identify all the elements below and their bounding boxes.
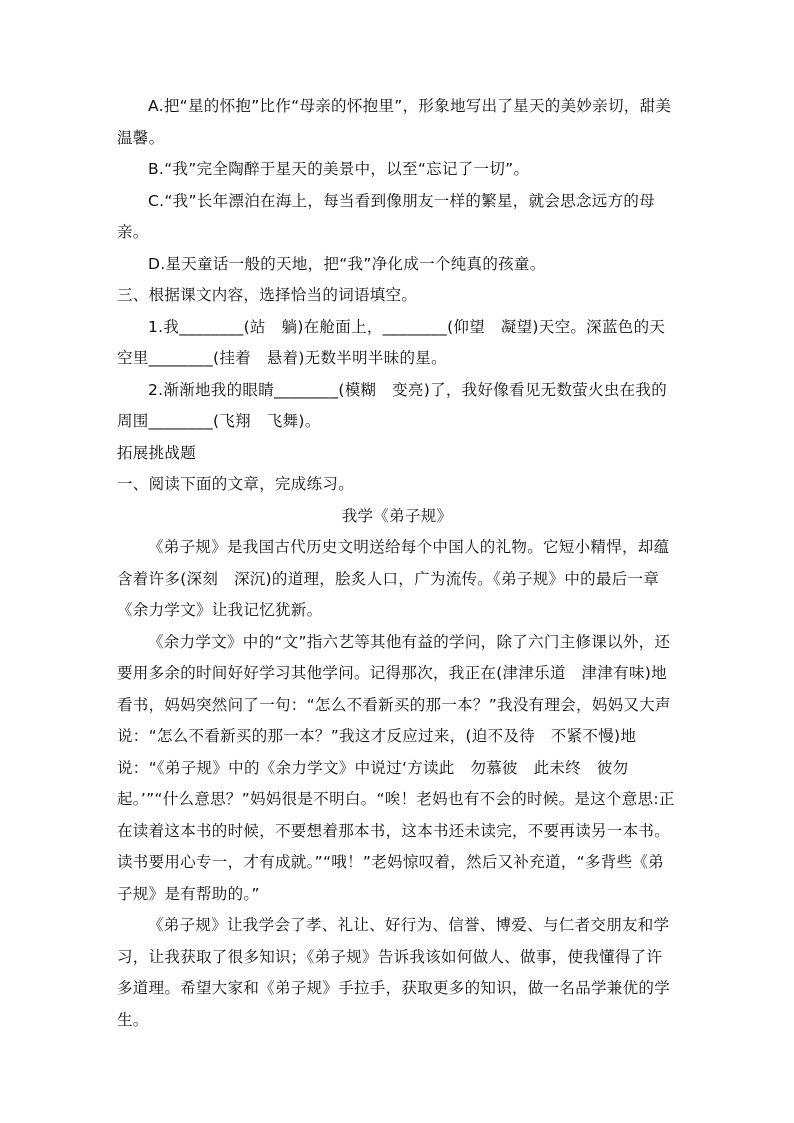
reading-instruction: 一、阅读下面的文章，完成练习。 <box>117 475 355 493</box>
article-title: 我学《弟子规》 <box>341 506 453 525</box>
challenge-heading: 拓展挑战题 <box>117 443 197 462</box>
article-paragraph-2: 《余力学文》中的“文”指六艺等其他有益的学问，除了六门主修课以外，还要用多余的时间好好学习其他学问。记得那次，我正在(津津乐道 津津有味)地看书，妈妈突然问了一句：“怎么不看新买的那一本？”我没有理会，妈妈又大声说：“怎么不看新买的那一本？”我这才反应过来，(迫不及待 不紧不慢)地说：“《弟子规》中的《余力学文》中说过‘方读此 勿慕彼 此未终 彼勿起。’”“什么意思？”妈妈很是不明白。“唉！老妈也有不会的时候。是这个意思:正在读着这本书的时候，不要想着那本书，这本书还未读完，不要再读另一本书。读书要用心专一，才有成就。”“哦！”老妈惊叹着，然后又补充道，“多背些《弟子规》是有帮助的。” <box>117 632 675 903</box>
option-a: A.把“星的怀抱”比作“母亲的怀抱里”，形象地写出了星天的美妙亲切，甜美温馨。 <box>117 97 672 147</box>
article-paragraph-1: 《弟子规》是我国古代历史文明送给每个中国人的礼物。它短小精悍，却蕴含着许多(深刻 深沉)的道理，脍炙人口，广为流传。《弟子规》中的最后一章《余力学文》让我记忆犹新。 <box>117 538 670 619</box>
fill-question-2: 2.渐渐地我的眼睛________(模糊 变亮)了，我好像看见无数萤火虫在我的周围________(飞翔 飞舞)。 <box>117 380 668 430</box>
document-page <box>117 91 677 1036</box>
option-d: D.星天童话一般的天地，把“我”净化成一个纯真的孩童。 <box>148 254 546 273</box>
fill-question-1: 1.我________(站 躺)在舱面上，________(仰望 凝望)天空。深蓝色的天空里________(挂着 悬着)无数半明半昧的星。 <box>117 317 666 367</box>
section3-heading: 三、根据课文内容，选择恰当的词语填空。 <box>117 286 418 304</box>
article-paragraph-3: 《弟子规》让我学会了孝、礼让、好行为、信誉、博爱、与仁者交朋友和学习，让我获取了很多知识；《弟子规》告诉我该如何做人、做事，使我懂得了许多道理。希望大家和《弟子规》手拉手，获取更多的知识，做一名品学兼优的学生。 <box>117 916 671 1029</box>
option-c: C.“我”长年漂泊在海上，每当看到像朋友一样的繁星，就会思念远方的母亲。 <box>117 191 656 241</box>
option-b: B.“我”完全陶醉于星天的美景中，以至“忘记了一切”。 <box>148 160 530 178</box>
